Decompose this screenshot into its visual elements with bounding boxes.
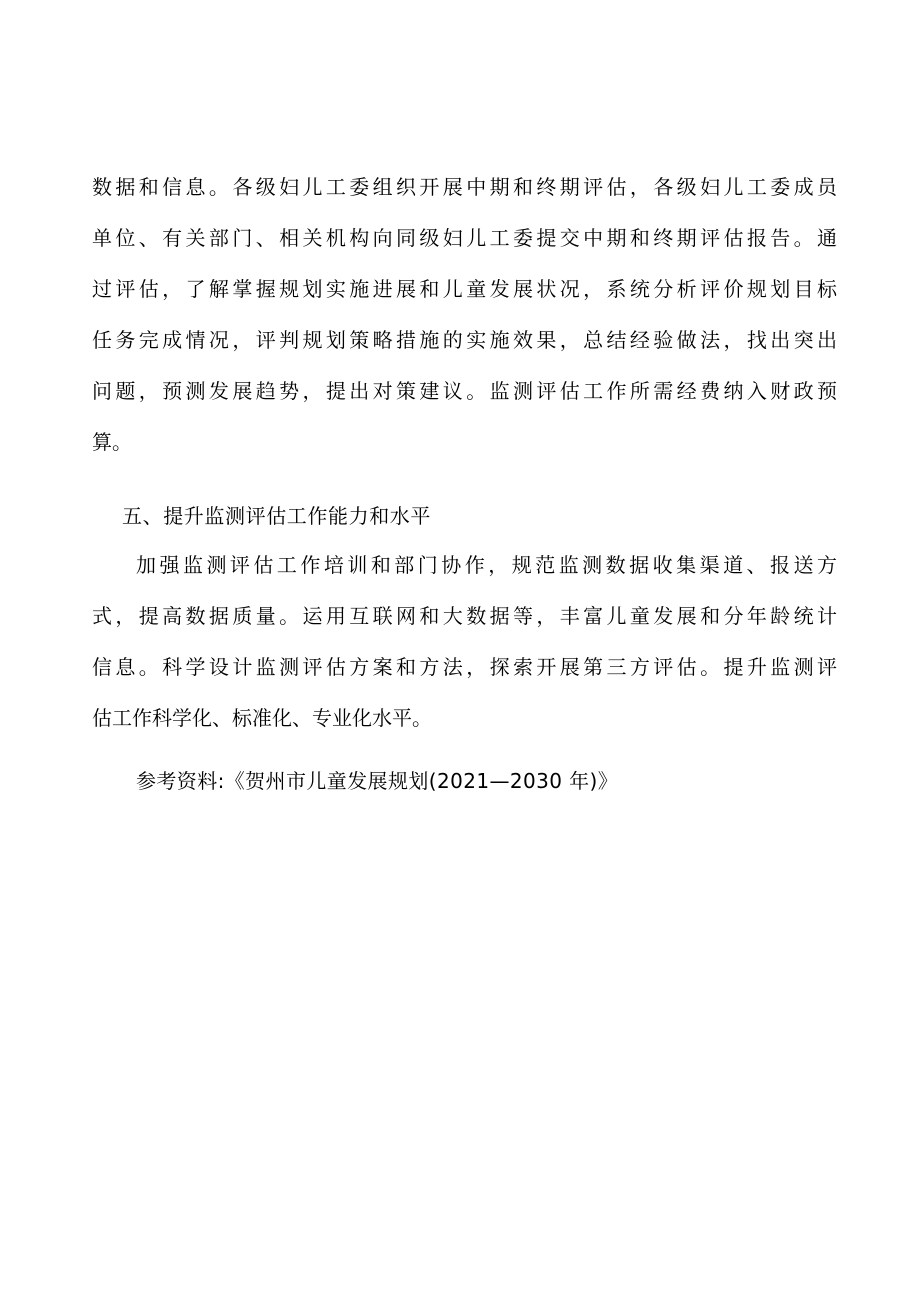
paragraph-line: 式，提高数据质量。运用互联网和大数据等，丰富儿童发展和分年龄统计 <box>92 604 837 628</box>
paragraph-line: 估工作科学化、标准化、专业化水平。 <box>92 706 432 730</box>
reference-note: 参考资料:《贺州市儿童发展规划(2021—2030 年)》 <box>136 769 619 793</box>
paragraph-line: 任务完成情况，评判规划策略措施的实施效果，总结经验做法，找出突出 <box>92 328 837 352</box>
paragraph-line: 数据和信息。各级妇儿工委组织开展中期和终期评估，各级妇儿工委成员 <box>92 175 837 199</box>
paragraph-line: 单位、有关部门、相关机构向同级妇儿工委提交中期和终期评估报告。通 <box>92 226 837 250</box>
paragraph-line: 信息。科学设计监测评估方案和方法，探索开展第三方评估。提升监测评 <box>92 655 837 679</box>
paragraph-line: 算。 <box>92 430 132 454</box>
paragraph-line: 加强监测评估工作培训和部门协作，规范监测数据收集渠道、报送方 <box>136 553 837 577</box>
paragraph-line: 过评估，了解掌握规划实施进展和儿童发展状况，系统分析评价规划目标 <box>92 277 837 301</box>
paragraph-line: 问题，预测发展趋势，提出对策建议。监测评估工作所需经费纳入财政预 <box>92 379 837 403</box>
section-heading: 五、提升监测评估工作能力和水平 <box>122 504 431 528</box>
